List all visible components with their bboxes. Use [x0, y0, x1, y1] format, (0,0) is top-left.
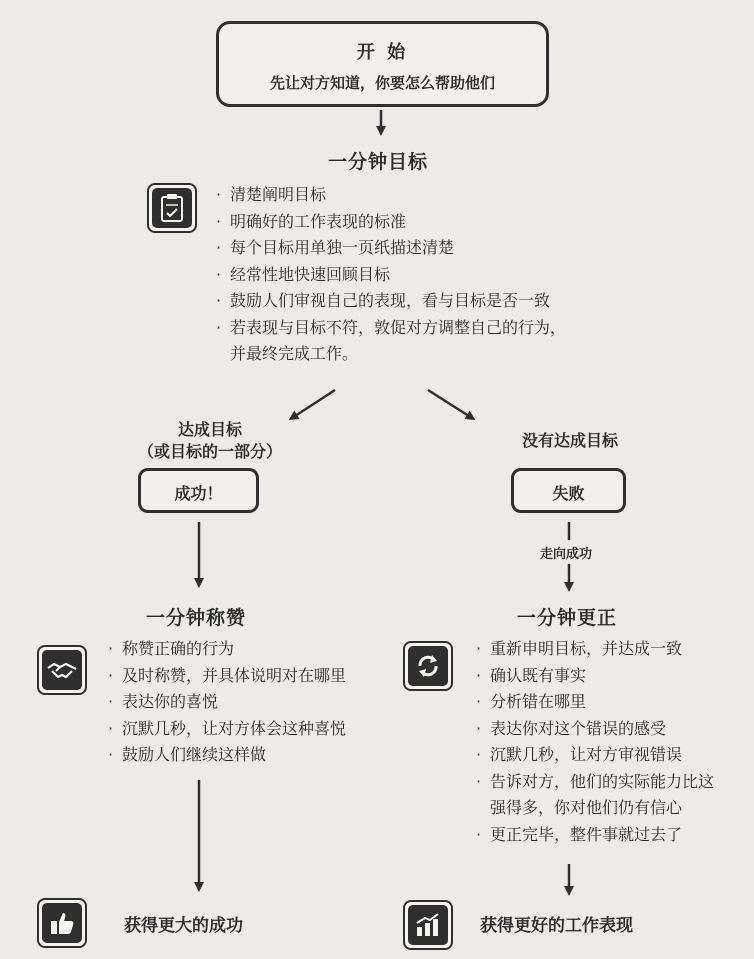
list-item: · 清楚阐明目标: [216, 182, 566, 209]
list-item: · 称赞正确的行为: [108, 636, 346, 663]
redirect-outcome-icon-box: [403, 900, 453, 950]
praise-icon-box: [37, 645, 87, 695]
list-item: · 明确好的工作表现的标准: [216, 209, 566, 236]
success-condition: [120, 419, 300, 463]
list-item: · 鼓励人们继续这样做: [108, 742, 346, 769]
list-item: · 更正完毕，整件事就过去了: [476, 822, 714, 849]
redirect-list: [476, 636, 714, 848]
list-item: · 表达你的喜悦: [108, 689, 346, 716]
success-box: [138, 468, 259, 513]
list-item: · 沉默几秒，让对方体会这种喜悦: [108, 716, 346, 743]
arrow-goal-to-failure: [428, 390, 472, 418]
refresh-arrows-icon: [408, 646, 448, 686]
start-subtitle: 先让对方知道，你要怎么帮助他们: [269, 74, 495, 92]
list-item: · 重新申明目标，并达成一致: [476, 636, 714, 663]
praise-list: [108, 636, 346, 769]
list-item: · 表达你对这个错误的感受: [476, 716, 714, 743]
goal-icon-box: [147, 183, 197, 233]
goal-list: [216, 182, 566, 368]
list-item-continuation: 强得多，你对他们仍有信心: [490, 798, 683, 817]
goal-title: 一分钟目标: [328, 151, 429, 173]
praise-outcome: 获得更大的成功: [124, 916, 243, 936]
list-item: · 每个目标用单独一页纸描述清楚: [216, 235, 566, 262]
list-item: · 鼓励人们审视自己的表现，看与目标是否一致: [216, 288, 566, 315]
list-item-continuation: 并最终完成工作。: [230, 344, 359, 363]
success-label: 成功！: [174, 484, 223, 503]
redirect-outcome: 获得更好的工作表现: [480, 916, 633, 936]
redirect-icon-box: [403, 641, 453, 691]
bar-chart-growth-icon: [408, 905, 448, 945]
list-item: · 若表现与目标不符，敦促对方调整自己的行为，: [216, 315, 566, 342]
praise-title: 一分钟称赞: [146, 607, 247, 629]
failure-box: [511, 468, 626, 513]
list-item: · 确认既有事实: [476, 663, 714, 690]
list-item: · 沉默几秒，让对方审视错误: [476, 742, 714, 769]
start-box: [216, 21, 549, 107]
success-condition-line1: 达成目标: [177, 420, 242, 439]
list-item: · 及时称赞，并具体说明对在哪里: [108, 663, 346, 690]
failure-condition: 没有达成目标: [521, 431, 618, 450]
list-item: · 经常性地快速回顾目标: [216, 262, 566, 289]
arrow-goal-to-success: [292, 390, 335, 418]
thumbs-up-icon: [42, 903, 82, 943]
clipboard-check-icon: [152, 188, 192, 228]
list-item: · 分析错在哪里: [476, 689, 714, 716]
start-title: 开 始: [356, 42, 409, 63]
success-condition-line2: （或目标的一部分）: [137, 442, 282, 461]
failure-label: 失败: [552, 484, 585, 503]
praise-outcome-icon-box: [37, 898, 87, 948]
handshake-icon: [42, 650, 82, 690]
toward-success-label: 走向成功: [538, 543, 594, 562]
list-item: · 告诉对方，他们的实际能力比这: [476, 769, 714, 796]
redirect-title: 一分钟更正: [517, 607, 618, 629]
